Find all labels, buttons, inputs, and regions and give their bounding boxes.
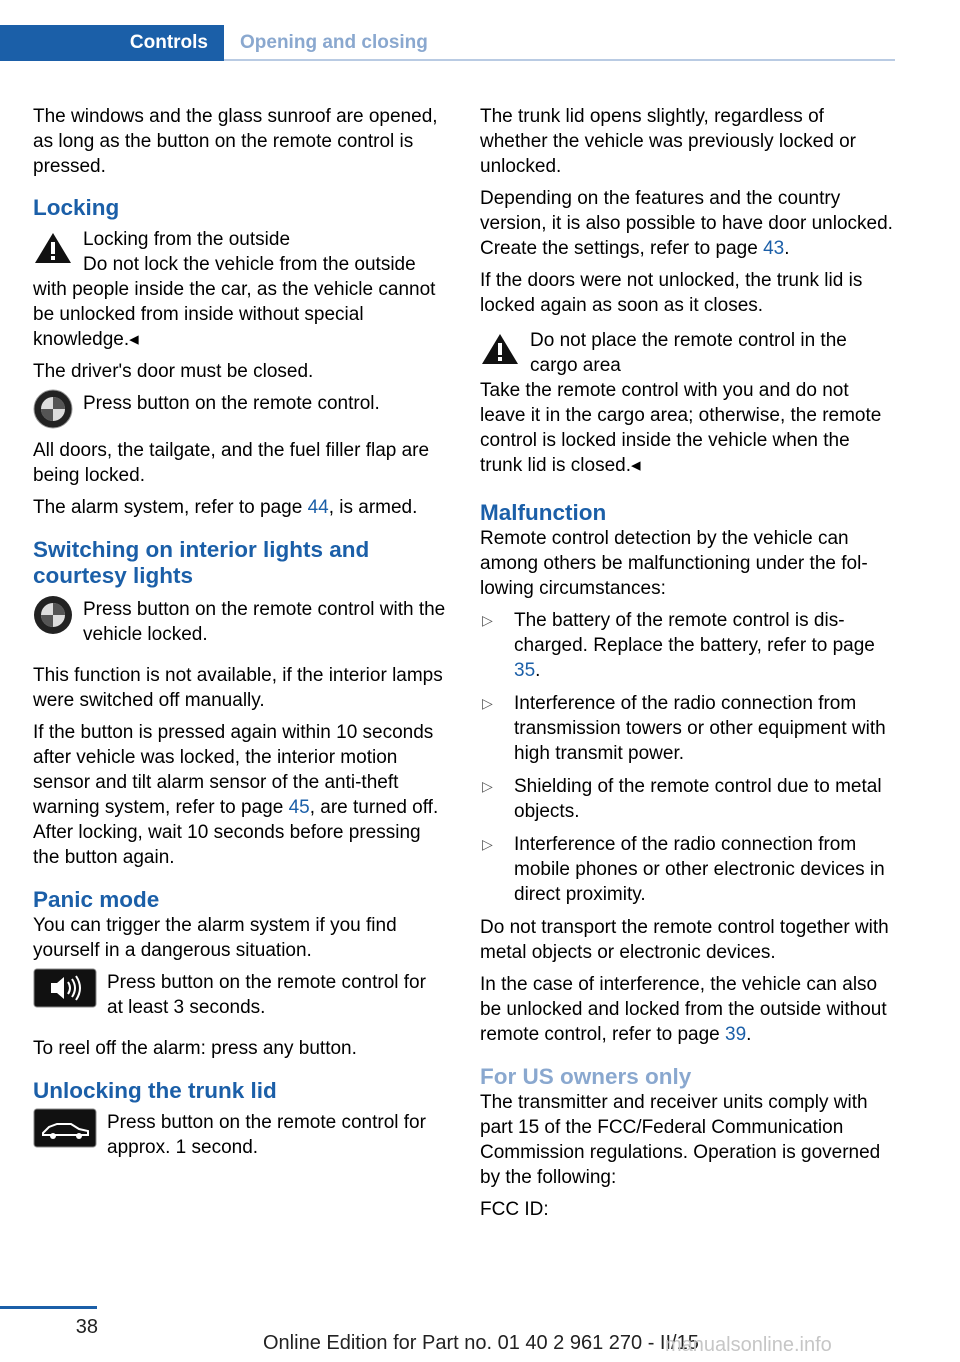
item2-text: Interference of the radio connection from transmission towers or other equipment with high transmit power. xyxy=(514,693,886,764)
lock-button-row xyxy=(33,391,447,416)
heading-unlocking-trunk: Unlocking the trunk lid xyxy=(33,1078,277,1103)
triangle-bullet-icon: ▷ xyxy=(482,612,493,628)
fcc-id-text: FCC ID: xyxy=(480,1199,549,1220)
interference-pre: In the case of interference, the vehicle can also be unlocked and locked from the outside without remote control, refer to page xyxy=(480,974,887,1045)
footer-rule xyxy=(0,1306,97,1309)
triangle-bullet-icon: ▷ xyxy=(482,836,493,852)
triangle-bullet-icon: ▷ xyxy=(482,695,493,711)
dont-transport-text: Do not transport the remote control together with metal objects or electronic devices. xyxy=(480,917,889,963)
panic-button-row xyxy=(33,970,447,1020)
watermark: manualsonline.info xyxy=(665,1334,832,1356)
bmw-logo-icon xyxy=(33,389,73,436)
car-trunk-icon xyxy=(33,1108,97,1155)
interior-button-row xyxy=(33,597,447,647)
warning-triangle-icon xyxy=(33,231,73,272)
malfunction-intro: Remote control detection by the vehicle can among others be malfunctioning under the following circumstances: xyxy=(480,528,868,599)
again-post: , are turned off. After locking, wait 10 seconds before pressing the button again. xyxy=(33,797,439,868)
us-owners-text: The transmitter and receiver units comply with part 15 of the FCC/Federal Communication Commission regulations. Operation is governed by the following: xyxy=(480,1092,881,1188)
list-item xyxy=(480,691,895,766)
chapter-header xyxy=(0,25,895,61)
right-column xyxy=(480,104,895,1229)
warning-first-line: Do not lock the vehicle from the outside xyxy=(83,254,416,275)
heading-interior-lights: Switching on interior lights and courtesy lights xyxy=(33,537,370,588)
lock-button-text: Press button on the remote control. xyxy=(83,393,380,414)
interior-button-text: Press button on the remote control with the vehicle locked. xyxy=(83,599,446,645)
page-link-43[interactable]: 43 xyxy=(763,238,785,259)
list-item xyxy=(480,608,895,683)
door-closed-text: The driver's door must be closed. xyxy=(33,361,314,382)
heading-locking: Locking xyxy=(33,195,120,220)
bmw-logo-icon xyxy=(33,595,73,642)
trunk-button-row xyxy=(33,1110,447,1160)
warning-rest: with people inside the car, as the vehicle cannot be unlocked from inside without special knowledge.◂ xyxy=(33,279,436,350)
item1-post: . xyxy=(535,660,541,681)
tab-controls[interactable]: Controls xyxy=(0,25,224,61)
list-item xyxy=(480,832,895,907)
not-available-text: This function is not available, if the interior lamps were switched off manually. xyxy=(33,665,443,711)
tab-opening-and-closing[interactable]: Opening and closing xyxy=(240,32,428,53)
heading-panic-mode: Panic mode xyxy=(33,887,160,912)
page-link-35[interactable]: 35 xyxy=(514,660,536,681)
trunk-opens-text: The trunk lid opens slightly, regardless of whether the vehicle was previously locked or unlocked. xyxy=(480,106,856,177)
item4-text: Interference of the radio connection from mobile phones or other electronic devices in direct proximity. xyxy=(514,834,885,905)
interference-text xyxy=(480,972,895,1047)
left-column xyxy=(33,104,447,1172)
list-item xyxy=(480,774,895,824)
again-text xyxy=(33,720,447,870)
cargo-warning-title: Do not place the remote control in the cargo area xyxy=(530,330,847,376)
item3-text: Shielding of the remote control due to metal objects. xyxy=(514,776,882,822)
interference-post: . xyxy=(746,1024,752,1045)
item1-pre: The battery of the remote control is discharged. Replace the battery, refer to page xyxy=(514,610,875,656)
depending-post: . xyxy=(784,238,790,259)
edition-text: Online Edition for Part no. 01 40 2 961 270 - II/15 xyxy=(263,1332,699,1354)
triangle-bullet-icon: ▷ xyxy=(482,778,493,794)
warning-locking xyxy=(33,227,447,352)
panic-text: You can trigger the alarm system if you find yourself in a dangerous situation. xyxy=(33,915,397,961)
trunk-button-text: Press button on the remote control for approx. 1 second. xyxy=(107,1112,426,1158)
warning-triangle-icon xyxy=(480,332,520,373)
intro-paragraph: The windows and the glass sunroof are opened, as long as the button on the remote control is pressed. xyxy=(33,106,438,177)
not-unlocked-text: If the doors were not unlocked, the trunk lid is locked again as soon as it closes. xyxy=(480,270,863,316)
malfunction-list xyxy=(480,608,895,907)
page-link-44[interactable]: 44 xyxy=(307,497,329,518)
page-number: 38 xyxy=(75,1316,98,1338)
warning-cargo-area xyxy=(480,328,895,478)
depending-text xyxy=(480,186,895,261)
alarm-armed-text xyxy=(33,495,447,520)
page-link-39[interactable]: 39 xyxy=(725,1024,747,1045)
all-locked-text: All doors, the tailgate, and the fuel filler flap are being locked. xyxy=(33,440,430,486)
page-link-45[interactable]: 45 xyxy=(288,797,310,818)
panic-button-text: Press button on the remote control for at least 3 seconds. xyxy=(107,972,426,1018)
reel-off-text: To reel off the alarm: press any button. xyxy=(33,1038,357,1059)
cargo-warning-rest: Take the remote control with you and do not leave it in the cargo area; otherwise, the remote control is locked inside the vehicle when the trunk lid is closed.◂ xyxy=(480,380,882,476)
depending-pre: Depending on the features and the country version, it is also possible to have door unlocked. Create the settings, refer to page xyxy=(480,188,893,259)
speaker-icon xyxy=(33,968,97,1015)
header-rule xyxy=(224,59,895,61)
alarm-post: , is armed. xyxy=(328,497,418,518)
warning-title: Locking from the outside xyxy=(83,229,291,250)
heading-us-owners: For US owners only xyxy=(480,1064,692,1089)
heading-malfunction: Malfunction xyxy=(480,500,607,525)
again-pre: If the button is pressed again within 10 seconds after vehicle was locked, the interior motion sensor and tilt alarm sensor of the anti-theft warning system, refer to page xyxy=(33,722,434,818)
alarm-pre: The alarm system, refer to page xyxy=(33,497,308,518)
